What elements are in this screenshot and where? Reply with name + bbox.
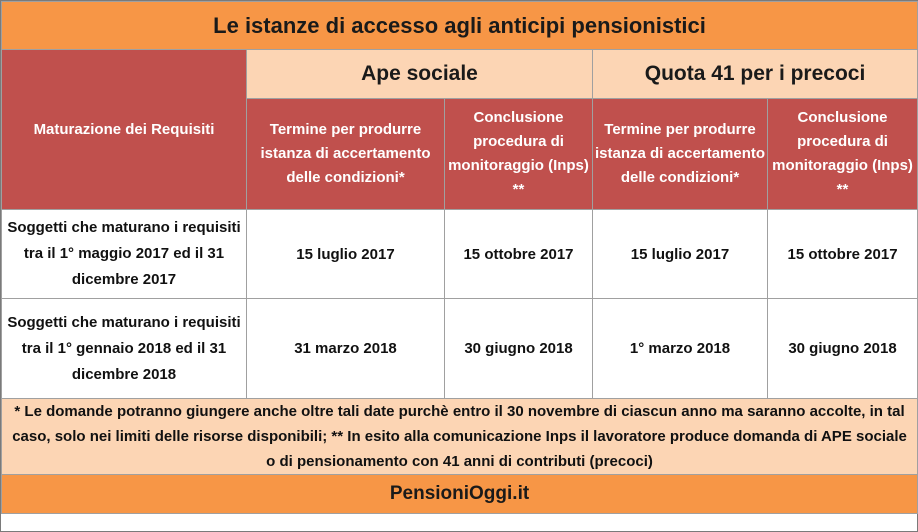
pension-table [1, 1, 918, 514]
row-label-2018: Soggetti che maturano i requisiti tra il 1° gennaio 2018 ed il 31 dicembre 2018 [2, 299, 247, 399]
group-header-quota-41: Quota 41 per i precoci [593, 50, 918, 99]
cell-q41-termine-2017: 15 luglio 2017 [593, 210, 768, 299]
cell-ape-termine-2018: 31 marzo 2018 [247, 299, 445, 399]
subheader-q41-conclusione: Conclusione procedura di monitoraggio (Inps) ** [768, 99, 918, 210]
cell-q41-conclusione-2017: 15 ottobre 2017 [768, 210, 918, 299]
group-header-ape-sociale: Ape sociale [247, 50, 593, 99]
source-footer: PensioniOggi.it [2, 475, 918, 514]
subheader-q41-termine: Termine per produrre istanza di accertamento delle condizioni* [593, 99, 768, 210]
cell-q41-conclusione-2018: 30 giugno 2018 [768, 299, 918, 399]
subheader-ape-termine: Termine per produrre istanza di accertamento delle condizioni* [247, 99, 445, 210]
table-title: Le istanze di accesso agli anticipi pensionistici [2, 2, 918, 50]
cell-ape-conclusione-2018: 30 giugno 2018 [445, 299, 593, 399]
footnote: * Le domande potranno giungere anche oltre tali date purchè entro il 30 novembre di ciascun anno ma saranno accolte, in tal caso, solo nei limiti delle risorse disponibili; ** In esito alla comunicazione Inps il lavoratore produce domanda di APE sociale o di pensionamento con 41 anni di contributi (precoci) [2, 399, 918, 475]
requisiti-header: Maturazione dei Requisiti [2, 50, 247, 210]
row-label-2017: Soggetti che maturano i requisiti tra il 1° maggio 2017 ed il 31 dicembre 2017 [2, 210, 247, 299]
table-row [2, 210, 918, 299]
cell-q41-termine-2018: 1° marzo 2018 [593, 299, 768, 399]
cell-ape-termine-2017: 15 luglio 2017 [247, 210, 445, 299]
table-row [2, 299, 918, 399]
subheader-ape-conclusione: Conclusione procedura di monitoraggio (Inps) ** [445, 99, 593, 210]
cell-ape-conclusione-2017: 15 ottobre 2017 [445, 210, 593, 299]
